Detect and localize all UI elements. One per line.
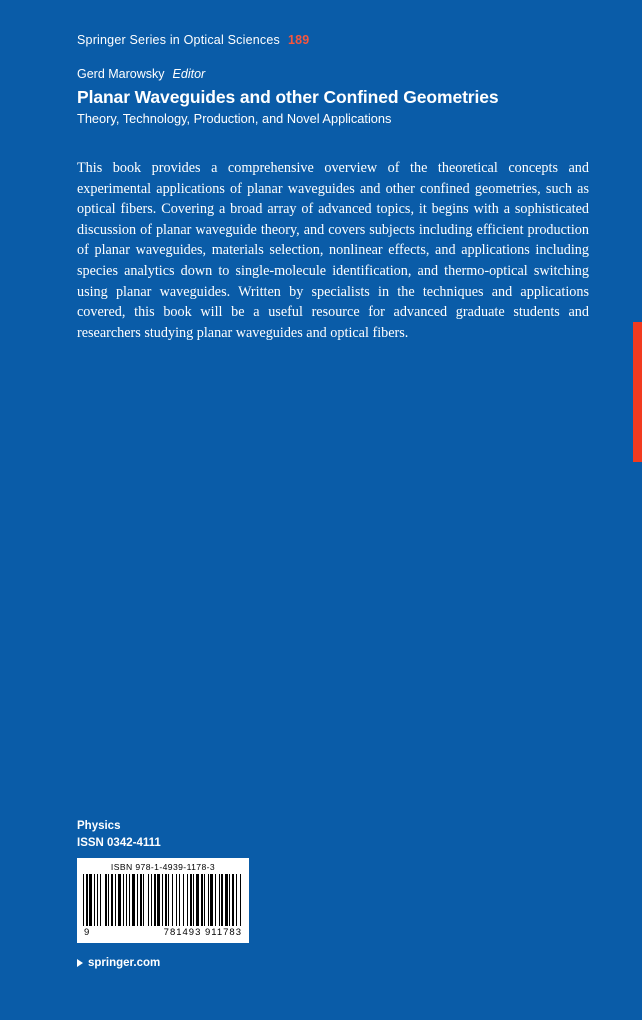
issn-label: ISSN 0342-4111: [77, 837, 161, 849]
book-title: Planar Waveguides and other Confined Geometries: [77, 87, 499, 107]
back-cover-blurb: This book provides a comprehensive overview of the theoretical concepts and experimental applications of planar waveguides and other confined geometries, such as optical fibers. Covering a broad array of advanced topics, it begins with a sophisticated discussion of planar waveguide theory, and covers subjects including efficient production of planar waveguides, materials selection, nonlinear effects, and applications including species analytics down to single-molecule identification, and thermo-optical switching using planar waveguides. Written by specialists in the techniques and applications covered, this book will be a useful resource for advanced graduate students and researchers studying planar waveguides and optical fibers.: [77, 160, 589, 341]
book-subtitle: Theory, Technology, Production, and Novel Applications: [77, 111, 392, 126]
barcode-digit-left: 9: [84, 927, 91, 938]
play-triangle-icon: [77, 959, 83, 967]
editor-role: Editor: [172, 67, 206, 81]
subject-label: Physics: [77, 820, 121, 832]
editor-name: Gerd Marowsky: [77, 67, 165, 81]
barcode: [77, 858, 249, 943]
isbn-text: ISBN 978-1-4939-1178-3: [110, 862, 216, 872]
series-name: Springer Series in Optical Sciences: [77, 33, 280, 47]
spine-accent-stripe: [633, 322, 642, 462]
publisher-url: springer.com: [88, 957, 161, 969]
editor-line: [77, 67, 205, 81]
barcode-bars: [83, 874, 243, 926]
series-number: 189: [287, 33, 310, 47]
barcode-digits: [83, 926, 243, 938]
series-line: [77, 33, 309, 47]
barcode-digit-main: 781493 911783: [163, 927, 242, 938]
publisher-link[interactable]: [77, 957, 160, 969]
